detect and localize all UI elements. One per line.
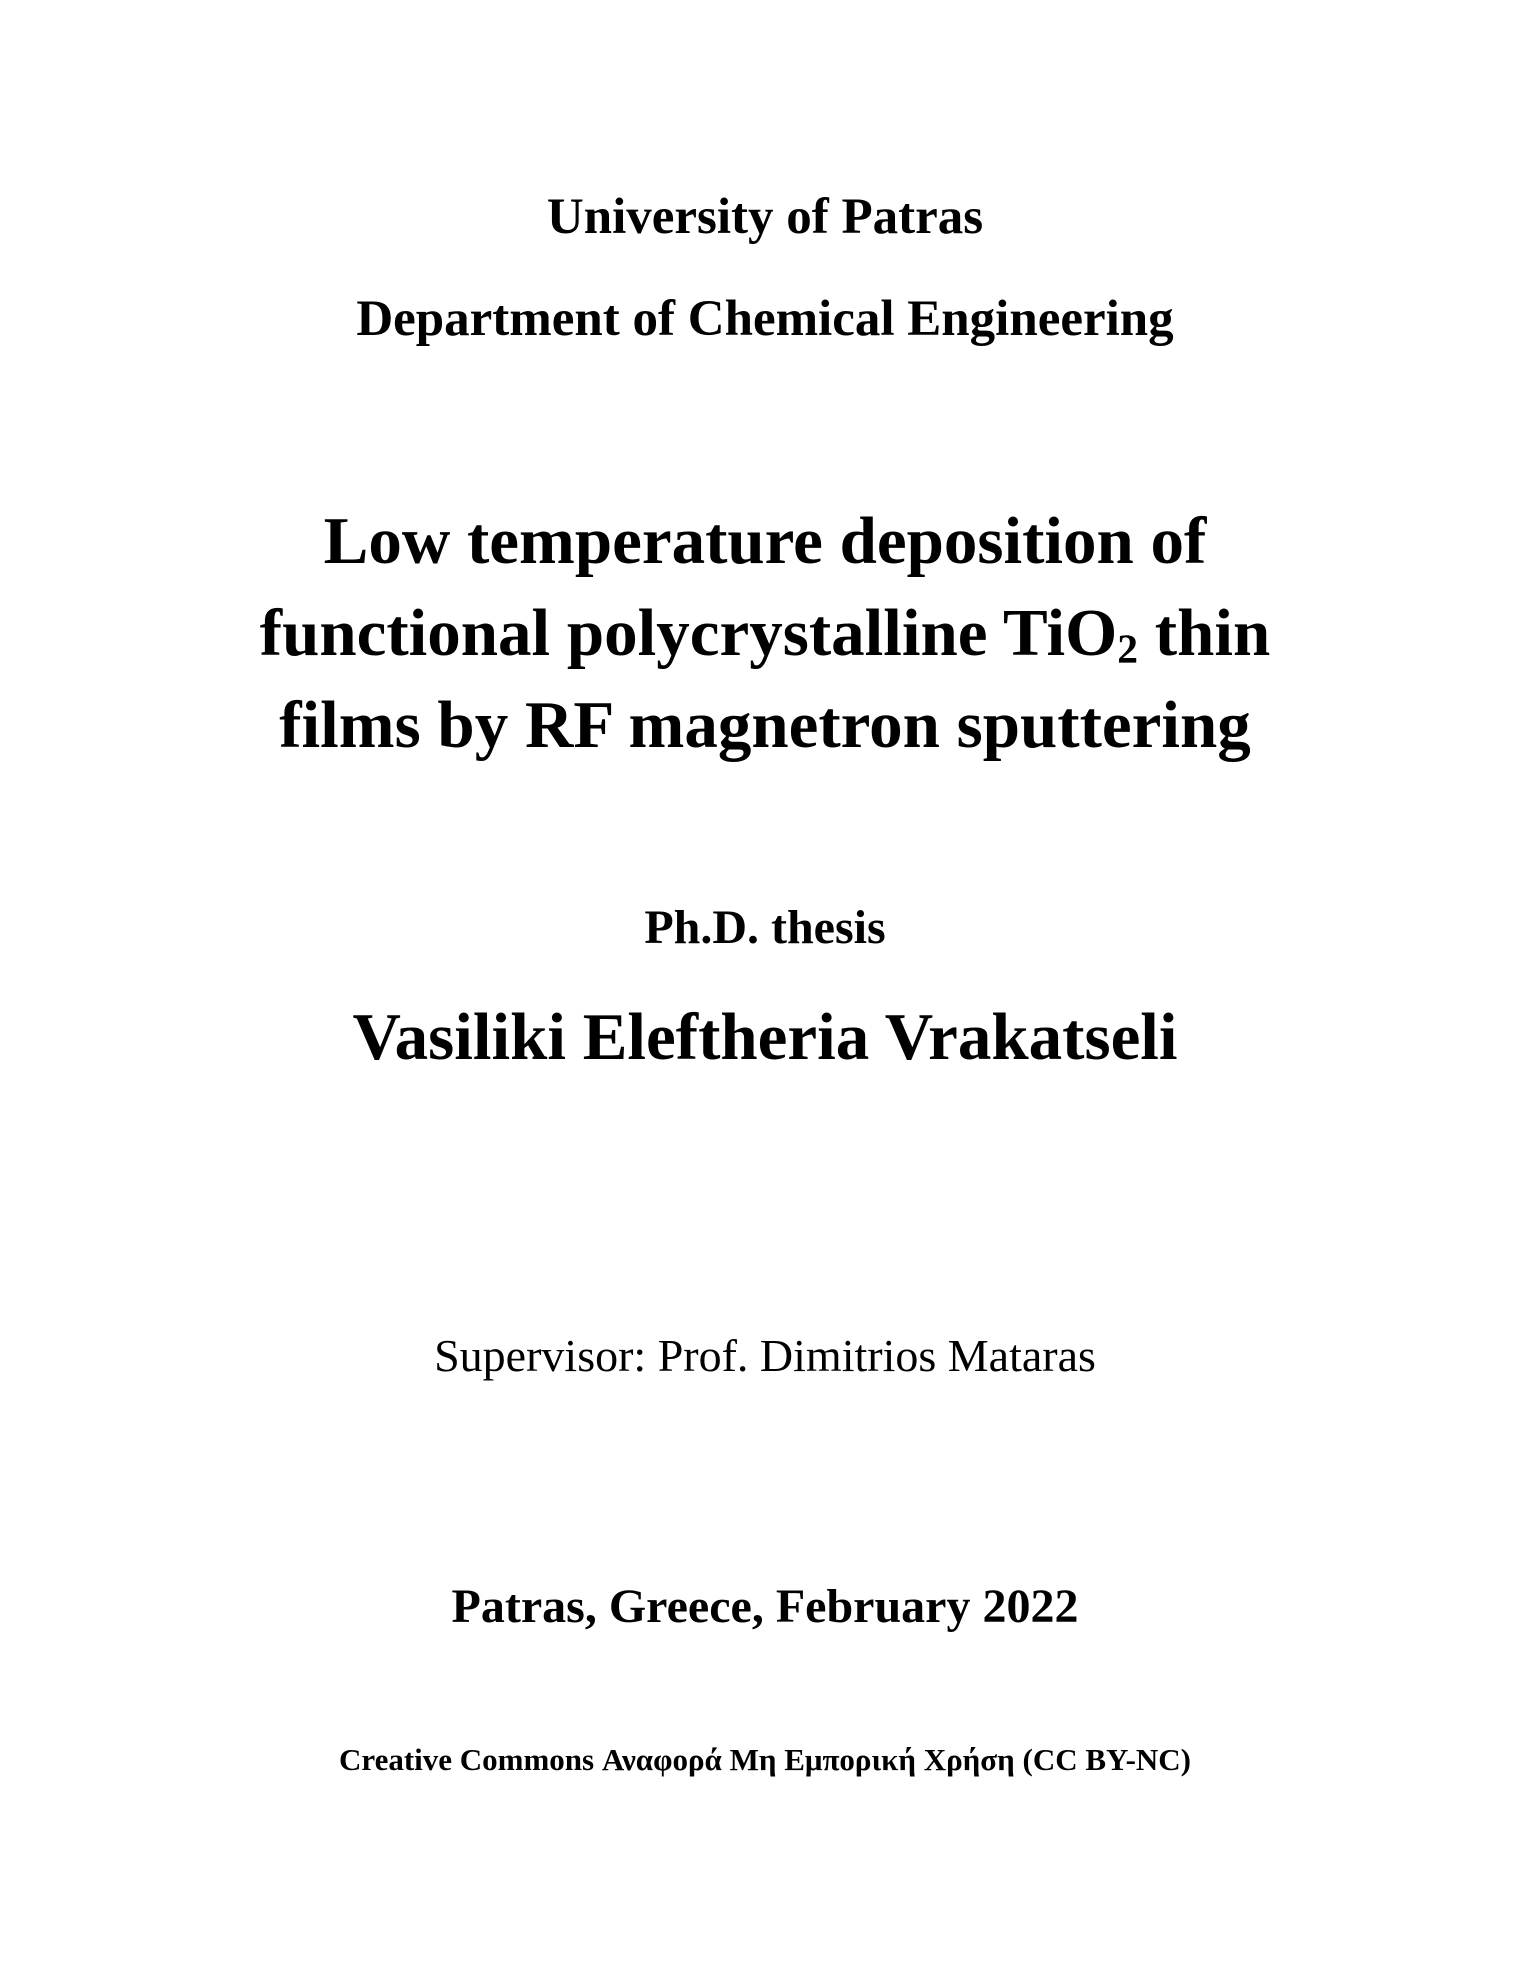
thesis-title-line-2	[0, 596, 1530, 672]
title-text-after-formula: thin	[1138, 596, 1271, 670]
title-text-before-formula: functional polycrystalline TiO	[259, 596, 1118, 670]
department-name: Department of Chemical Engineering	[356, 291, 1174, 347]
thesis-title-line-1: Low temperature deposition of	[323, 504, 1207, 578]
license-notice: Creative Commons Αναφορά Μη Εμπορική Χρήση (CC BY-NC)	[338, 1742, 1191, 1777]
author-name: Vasiliki Eleftheria Vrakatseli	[352, 1000, 1178, 1074]
supervisor-line: Supervisor: Prof. Dimitrios Mataras	[434, 1330, 1096, 1381]
thesis-type: Ph.D. thesis	[644, 901, 886, 954]
place-and-date: Patras, Greece, February 2022	[451, 1580, 1079, 1633]
university-name: University of Patras	[546, 189, 984, 245]
thesis-title-line-3: films by RF magnetron sputtering	[279, 688, 1251, 762]
formula-subscript: 2	[1117, 625, 1139, 672]
